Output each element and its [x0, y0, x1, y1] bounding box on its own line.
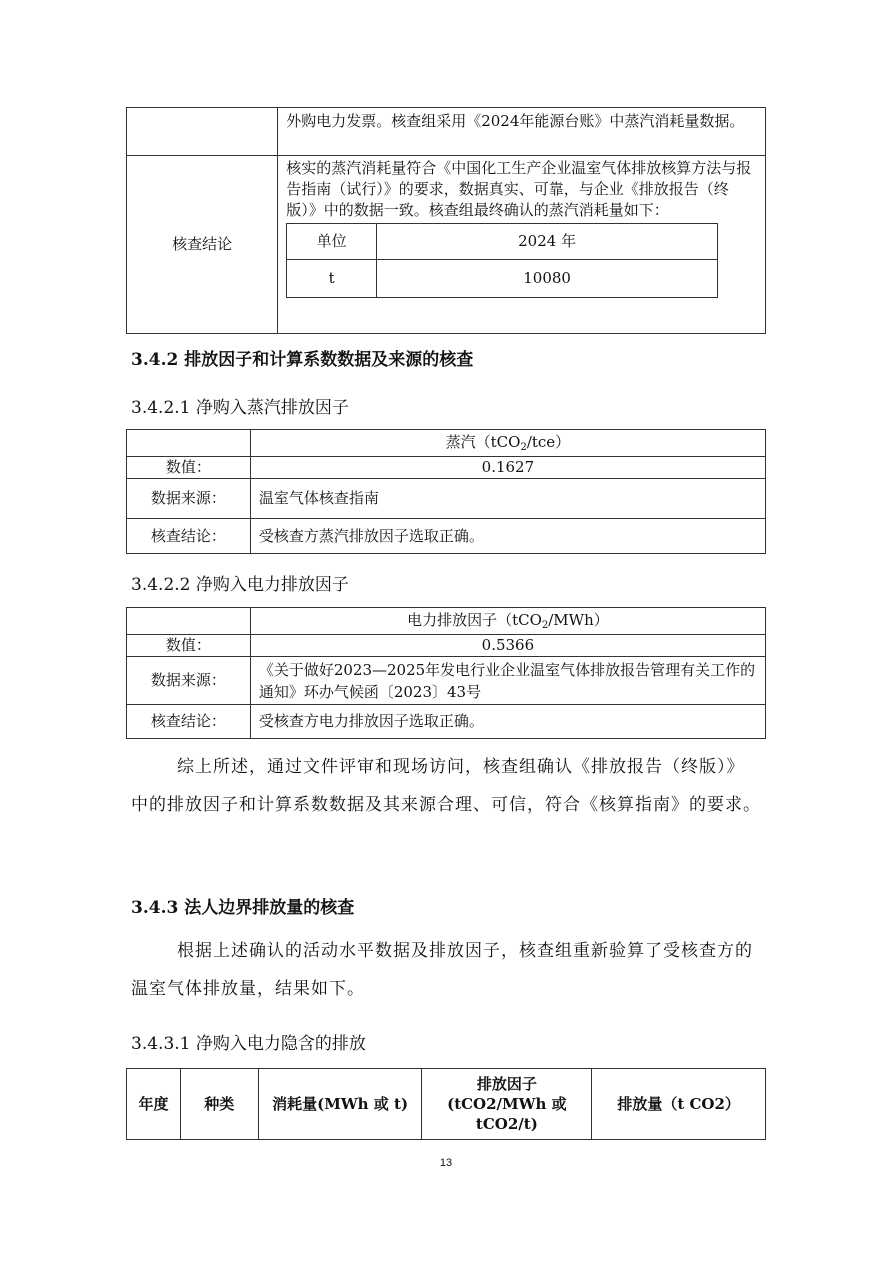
- inner-header-unit: 单位: [287, 224, 377, 260]
- conclusion-label: 核查结论: [127, 156, 278, 334]
- header-factor-line1: 排放因子: [476, 1075, 537, 1093]
- power-factor-header: 电力排放因子（tCO$_2$/MWh）: [250, 608, 765, 635]
- section-heading-3422: 3.4.2.2 净购入电力排放因子: [131, 575, 349, 595]
- power-factor-source-label: 数据来源：: [127, 657, 251, 705]
- header-emission: 排放量（t CO2）: [592, 1069, 766, 1140]
- power-factor-table: [126, 607, 766, 739]
- section-heading-3431: 3.4.3.1 净购入电力隐含的排放: [131, 1034, 366, 1054]
- steam-factor-header: 蒸汽（tCO$_2$/tce）: [250, 430, 765, 457]
- section-343-paragraph: 根据上述确认的活动水平数据及排放因子，核查组重新验算了受核查方的温室气体排放量，结果如下。: [131, 941, 753, 999]
- steam-inner-table: [286, 223, 718, 298]
- steam-factor-conclusion: 受核查方蒸汽排放因子选取正确。: [250, 519, 765, 554]
- section-heading-342: 3.4.2 排放因子和计算系数数据及来源的核查: [131, 350, 474, 370]
- power-factor-value-label: 数值：: [127, 635, 251, 657]
- header-consumption: 消耗量(MWh 或 t): [258, 1069, 422, 1140]
- inner-cell-unit: t: [287, 260, 377, 298]
- power-emission-table: [126, 1068, 766, 1140]
- power-factor-source: 《关于做好2023—2025年发电行业企业温室气体排放报告管理有关工作的通知》环办气候函〔2023〕43号: [250, 657, 765, 705]
- steam-factor-empty-cell: [127, 430, 251, 457]
- header-type: 种类: [180, 1069, 258, 1140]
- empty-label-cell: [127, 108, 278, 156]
- page-number: 13: [439, 1157, 453, 1169]
- steam-factor-value: 0.1627: [250, 457, 765, 479]
- summary-paragraph: 综上所述，通过文件评审和现场访问，核查组确认《排放报告（终版）》中的排放因子和计算系数数据及其来源合理、可信，符合《核算指南》的要求。: [131, 757, 761, 815]
- header-factor-line2: (tCO2/MWh 或: [447, 1095, 567, 1113]
- header-year: 年度: [127, 1069, 181, 1140]
- power-factor-value: 0.5366: [250, 635, 765, 657]
- steam-factor-table: [126, 429, 766, 554]
- continuation-text: 外购电力发票。核查组采用《2024年能源台账》中蒸汽消耗量数据。: [278, 108, 766, 156]
- section-heading-3421: 3.4.2.1 净购入蒸汽排放因子: [131, 398, 349, 418]
- power-factor-conclusion-label: 核查结论：: [127, 705, 251, 739]
- power-factor-conclusion: 受核查方电力排放因子选取正确。: [250, 705, 765, 739]
- power-factor-empty-cell: [127, 608, 251, 635]
- steam-factor-source: 温室气体核查指南: [250, 479, 765, 519]
- steam-factor-source-label: 数据来源：: [127, 479, 251, 519]
- steam-consumption-table: [126, 107, 766, 334]
- steam-factor-value-label: 数值：: [127, 457, 251, 479]
- inner-cell-value: 10080: [377, 260, 718, 298]
- steam-factor-conclusion-label: 核查结论：: [127, 519, 251, 554]
- header-factor-line3: tCO2/t): [475, 1115, 538, 1133]
- conclusion-cell: [278, 156, 766, 334]
- inner-header-year: 2024 年: [377, 224, 718, 260]
- conclusion-text: 核实的蒸汽消耗量符合《中国化工生产企业温室气体排放核算方法与报告指南（试行）》的要求，数据真实、可靠，与企业《排放报告（终版）》中的数据一致。核查组最终确认的蒸汽消耗量如下：: [286, 159, 752, 219]
- header-emission-factor: [422, 1069, 592, 1140]
- section-heading-343: 3.4.3 法人边界排放量的核查: [131, 898, 355, 918]
